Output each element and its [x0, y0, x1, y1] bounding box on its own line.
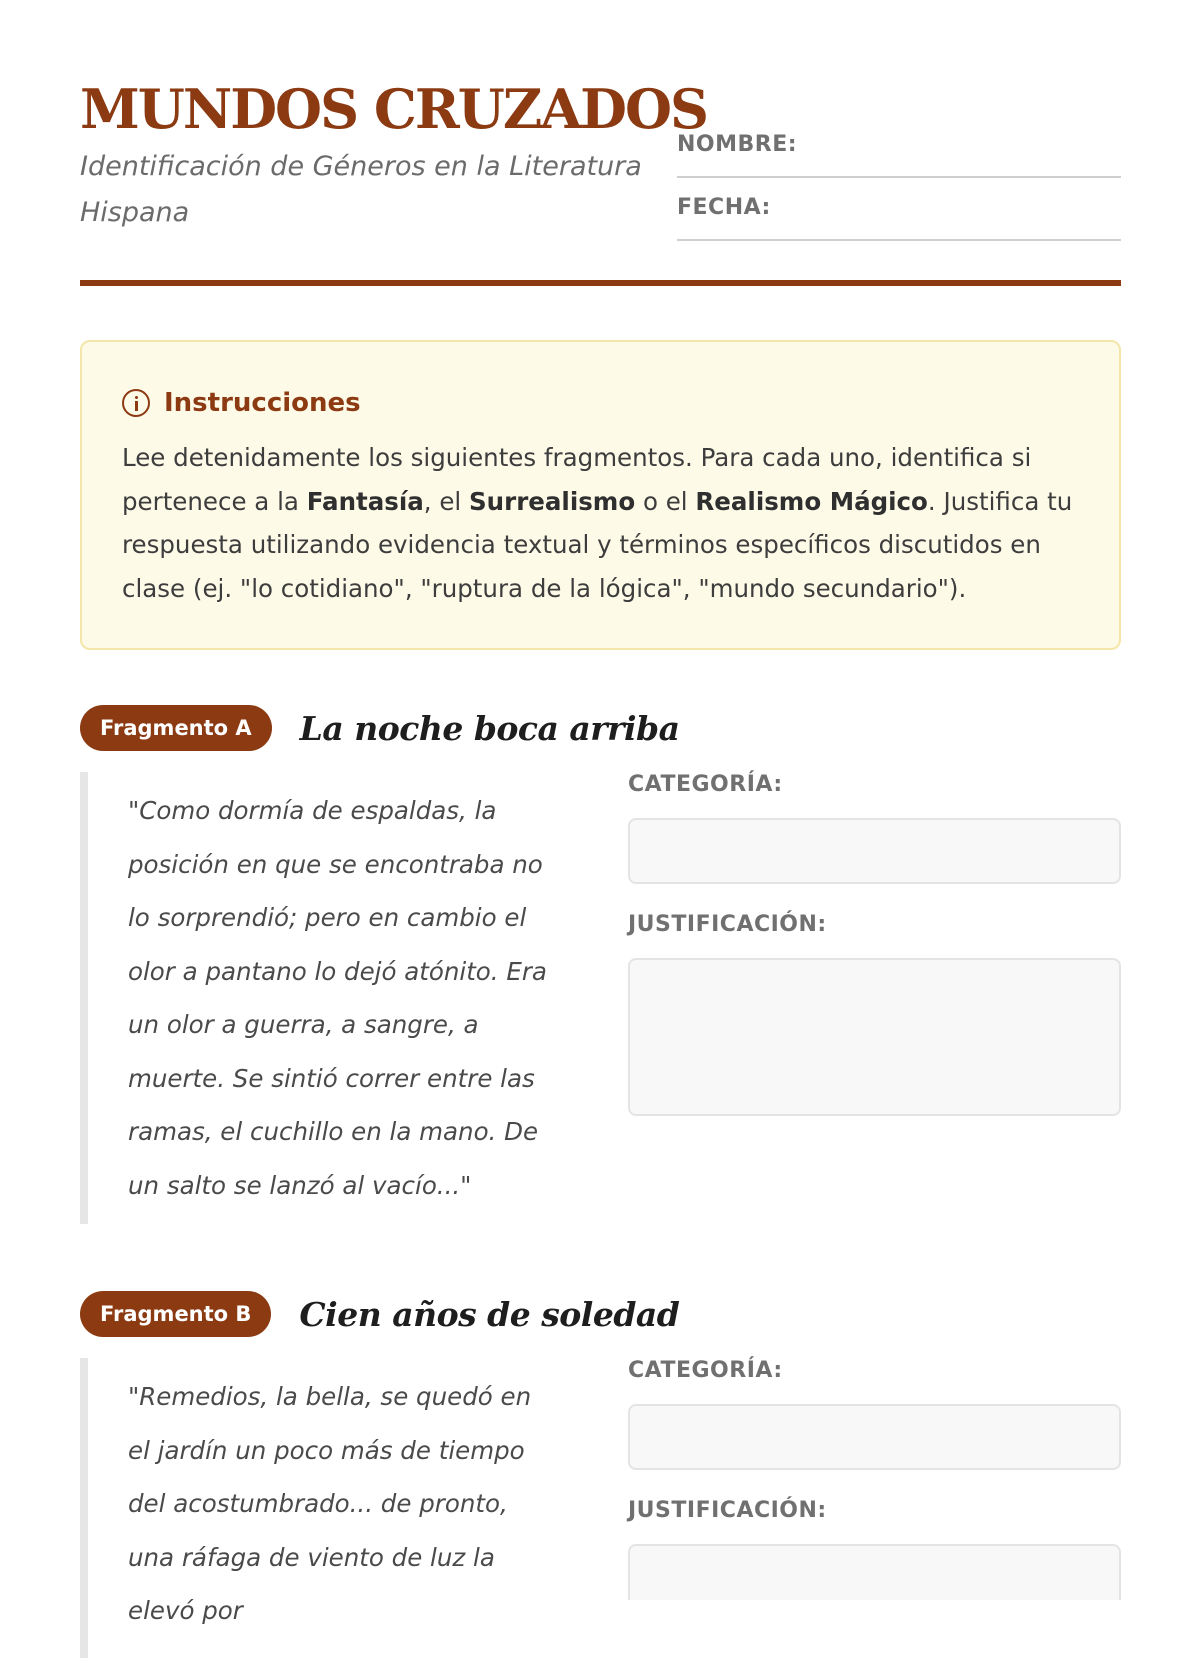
header-divider — [80, 280, 1121, 286]
info-icon — [122, 389, 150, 417]
fragment-a-title: La noche boca arriba — [299, 708, 680, 748]
instructions-header — [122, 382, 1079, 424]
page-title: MUNDOS CRUZADOS — [80, 77, 708, 141]
fragment-b-category-input[interactable] — [628, 1404, 1121, 1470]
fragment-a-category-label: CATEGORÍA: — [628, 772, 783, 797]
fragment-a-justification-input[interactable] — [628, 958, 1121, 1116]
genre-surrealism: Surrealismo — [469, 486, 636, 516]
fragment-b-justification-input[interactable] — [628, 1544, 1121, 1600]
instructions-text-part: Lee detenidamente los siguientes fragmentos. Para cada uno, identifica si pertenece a la — [122, 443, 1032, 516]
name-label: NOMBRE: — [677, 132, 798, 157]
instructions-text-part: . Justifica tu respuesta utilizando evidencia textual y términos específicos discutidos en clase (ej. "lo cotidiano", "ruptura de la lógica", "mundo secundario"). — [122, 486, 1073, 603]
instructions-title: Instrucciones — [164, 388, 361, 418]
fragment-b-quote: "Remedios, la bella, se quedó en el jardín un poco más de tiempo del acostumbrado... de pronto, una ráfaga de viento de luz la elevó por — [128, 1382, 532, 1625]
fragment-b-quote-block — [80, 1358, 560, 1658]
instructions-text — [122, 436, 1079, 610]
fragment-a-quote: "Como dormía de espaldas, la posición en que se encontraba no lo sorprendió; pero en cambio el olor a pantano lo dejó atónito. Era un olor a guerra, a sangre, a muerte. Se sintió correr entre las ramas, el cuchillo en la mano. De un salto se lanzó al vacío..." — [128, 796, 547, 1200]
fragment-a-quote-block — [80, 772, 560, 1224]
date-field[interactable] — [677, 195, 1121, 241]
name-field[interactable] — [677, 132, 1121, 178]
genre-fantasy: Fantasía — [306, 486, 424, 516]
date-label: FECHA: — [677, 195, 771, 220]
instructions-text-part: o el — [635, 486, 696, 516]
genre-magical-realism: Realismo Mágico — [695, 486, 928, 516]
instructions-box — [80, 340, 1121, 650]
fragment-a-badge: Fragmento A — [80, 705, 272, 751]
fragment-b-title: Cien años de soledad — [299, 1294, 680, 1334]
fragment-b-justification-label: JUSTIFICACIÓN: — [628, 1498, 827, 1523]
fragment-b-header — [80, 1291, 679, 1337]
fragment-b-badge: Fragmento B — [80, 1291, 271, 1337]
page-subtitle: Identificación de Géneros en la Literatura Hispana — [80, 151, 642, 228]
fragment-a-justification-label: JUSTIFICACIÓN: — [628, 912, 827, 937]
fragment-a-category-input[interactable] — [628, 818, 1121, 884]
fragment-a-header — [80, 705, 680, 751]
fragment-b-category-label: CATEGORÍA: — [628, 1358, 783, 1383]
instructions-text-part: , el — [423, 486, 470, 516]
